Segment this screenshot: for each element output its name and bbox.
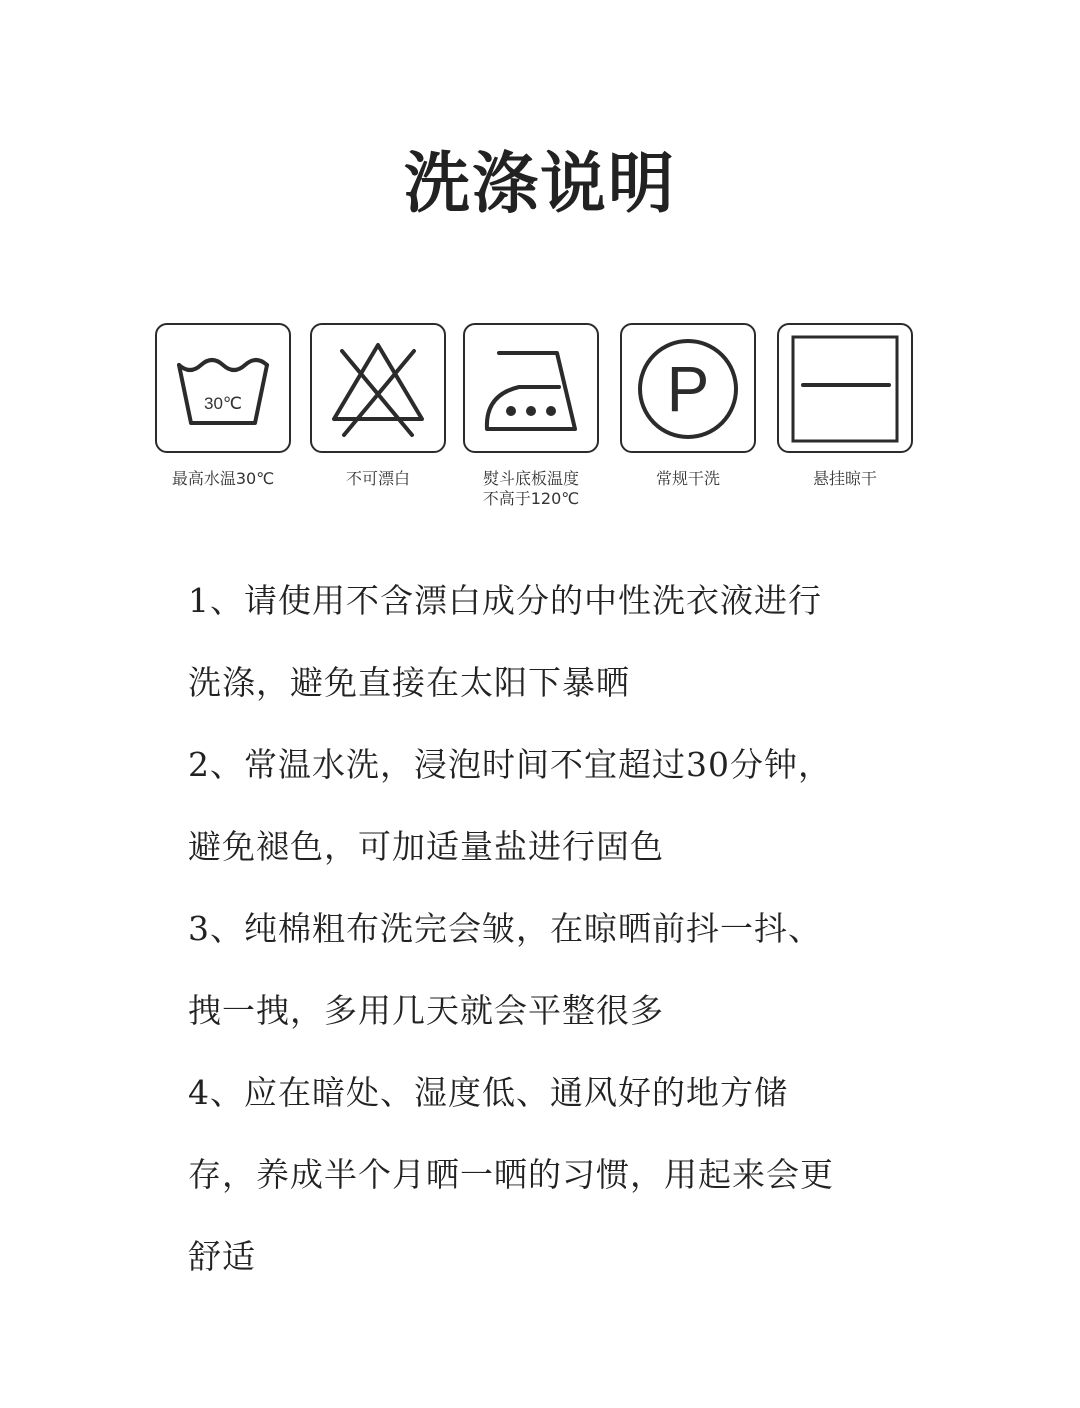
instruction-line: 1、请使用不含漂白成分的中性洗衣液进行 — [188, 581, 822, 620]
care-label-line: 不可漂白 — [345, 469, 410, 488]
line-dry-icon — [779, 325, 911, 451]
care-symbol-no-bleach — [310, 323, 446, 489]
instructions-text — [188, 560, 908, 1298]
care-symbol-label — [777, 469, 913, 489]
care-label-line: 常规干洗 — [655, 469, 720, 488]
wash-30-icon — [157, 325, 289, 451]
iron-3-dots-icon — [465, 325, 597, 451]
instruction-line: 4、应在暗处、湿度低、通风好的地方储 — [188, 1073, 788, 1112]
care-symbol-label — [463, 469, 599, 509]
dry-clean-letter: P — [666, 353, 710, 425]
care-label-line: 熨斗底板温度 — [482, 469, 579, 488]
care-symbol-box — [310, 323, 446, 453]
care-label-line: 不高于120℃ — [482, 489, 580, 508]
instruction-line: 存，养成半个月晒一晒的习惯，用起来会更 — [188, 1155, 834, 1194]
page-title: 洗涤说明 — [404, 144, 676, 222]
instruction-line: 避免褪色，可加适量盐进行固色 — [188, 827, 664, 866]
instruction-line: 舒适 — [188, 1237, 256, 1276]
dry-clean-p-icon — [622, 325, 754, 451]
care-label-line: 悬挂晾干 — [812, 469, 877, 488]
no-bleach-icon — [312, 325, 444, 451]
care-symbol-dry-clean — [620, 323, 756, 489]
instruction-line: 洗涤，避免直接在太阳下暴晒 — [188, 663, 630, 702]
instruction-line: 2、常温水洗，浸泡时间不宜超过30分钟， — [188, 745, 832, 784]
care-symbol-box — [463, 323, 599, 453]
care-symbols-row — [0, 0, 1080, 540]
care-symbol-box — [620, 323, 756, 453]
care-label-line: 最高水温30℃ — [171, 469, 275, 488]
care-symbol-line-dry — [777, 323, 913, 489]
wash-temp-label: 30℃ — [203, 394, 243, 413]
care-symbol-label — [310, 469, 446, 489]
care-symbol-wash — [155, 323, 291, 489]
care-symbol-label — [620, 469, 756, 489]
care-symbol-label — [155, 469, 291, 489]
care-symbol-box — [777, 323, 913, 453]
care-symbol-box — [155, 323, 291, 453]
instruction-line: 3、纯棉粗布洗完会皱，在晾晒前抖一抖、 — [188, 909, 822, 948]
care-symbol-iron — [463, 323, 599, 509]
instruction-line: 拽一拽，多用几天就会平整很多 — [188, 991, 664, 1030]
